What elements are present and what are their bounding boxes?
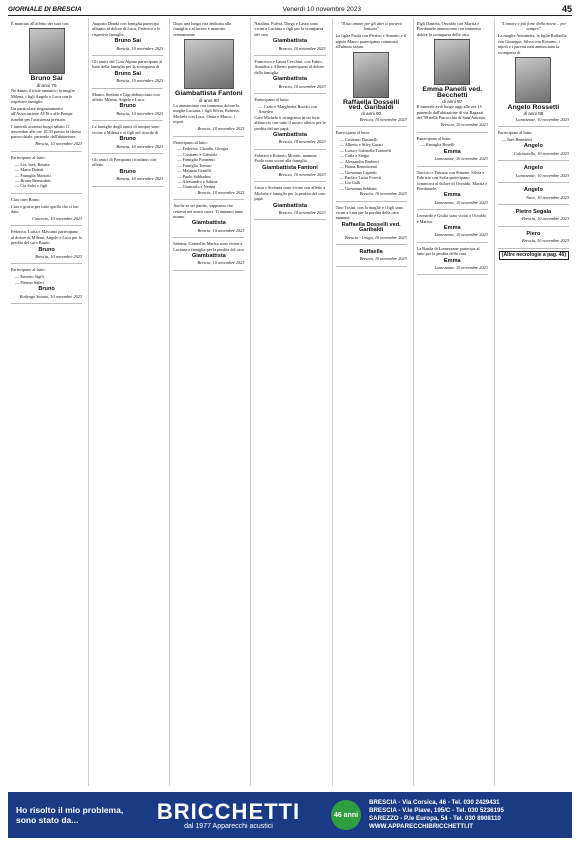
deceased-name: Piero [526, 230, 541, 237]
deceased-name: Giambattista [191, 252, 226, 259]
obituary-entry [498, 161, 569, 183]
deceased-name: Emma [443, 148, 461, 155]
deceased-name: Giambattista Fantoni [262, 164, 318, 171]
entry-body: Francesco e Laura Cecchini, con Fabio, Annalisa e Alberto partecipano al dolore della famiglia. [254, 59, 324, 75]
obituary-entry [173, 200, 244, 238]
column-5 [332, 18, 410, 786]
ad-addresses [361, 799, 572, 831]
obituary-entry [11, 264, 82, 304]
deceased-name: Giambattista [191, 220, 226, 227]
entry-place-date: Brescia, 10 novembre 2023 [440, 122, 488, 128]
entry-body: Caro Michela ti stringiamo in un forte abbraccio con tutto il nostro affetto per la perdita del tuo papà. [254, 114, 326, 131]
mourners-list [173, 146, 244, 189]
entry-body: Gli amici di Pompiano ricordano con affetto [92, 156, 156, 168]
obituary-entry [254, 182, 325, 220]
list-item: — Bruno Bernardini [15, 178, 82, 183]
entry-place-date: Brescia, 10 novembre 2023 [197, 126, 245, 132]
obituary-entry [92, 154, 163, 187]
obituary-entry [417, 210, 488, 243]
entry-body: La moglie Antonietta, le figlie Raffaella con Giuseppe, Silvia con Rossano, i nipoti e i parenti tutti annunciano la scomparsa di [497, 33, 567, 55]
deceased-name: Bruno [119, 103, 136, 110]
entry-body: Un particolare ringraziamento all'Associazione AVIS e alle Pompe funebri per l'assistenza prestata. [11, 105, 73, 122]
entry-body: Lo annunciano con immenso dolore la moglie Luciana, i figli Silvia, Roberta, Michela con Luca, Omar e Marco, i nipoti. [173, 103, 240, 125]
list-item: — Alberto e Silvy Curati [340, 142, 407, 147]
page-number: 45 [561, 4, 572, 14]
obituary-entry [92, 89, 163, 122]
entry-place-date: Lumezzane, 10 novembre 2023 [434, 264, 488, 270]
entry-place-date: Brescia, 10 novembre 2023 [278, 139, 326, 145]
entry-place-date: Brescia, 10 novembre 2023 [35, 141, 83, 147]
deceased-name: Giambattista [273, 202, 307, 209]
entry-intro: Partecipano al lutto: [335, 130, 371, 136]
obituary-entry [336, 18, 407, 127]
portrait-photo [434, 39, 470, 85]
entry-body: Tarcisio e Patrizia con Simone, Silvia e Fabrizio con Sofia partecipano commossi al dolore di Osvaldo, Marisa e Pierdaniele. [416, 169, 488, 191]
list-item: — Famiglia Formenti [177, 157, 244, 162]
entry-body: Ciao e grazie per tutto quello che ci hai dato. [11, 203, 79, 215]
list-item: — Alessandro e Sabina [177, 179, 244, 184]
entry-place-date: Brescia, 10 novembre 2023 [278, 172, 326, 178]
entry-place-date: Brescia - Urago, 10 novembre 2023 [344, 234, 407, 240]
obituary-entry [336, 245, 407, 267]
deceased-name: Bruno Sai [30, 75, 63, 83]
deceased-name: Bruno Sai [114, 70, 141, 77]
page-header [8, 3, 572, 16]
list-item: — Marta Donati [15, 167, 82, 172]
obituary-entry [336, 202, 407, 245]
anniversary-badge: 46 anni [331, 800, 361, 830]
list-item: — Cristiano Dusinelli [340, 137, 407, 142]
list-item: — Lia Galli [340, 180, 407, 185]
deceased-name: Angelo [523, 165, 543, 172]
obituary-entry [417, 243, 488, 276]
portrait-photo [353, 52, 389, 98]
list-item: — Cia Salvi e figli [15, 183, 82, 188]
list-item: — Famiglia Tomasi [177, 163, 244, 168]
deceased-name: Bruno [119, 136, 136, 143]
obituary-entry [173, 18, 244, 137]
deceased-name: Emma [443, 192, 461, 199]
deceased-age: di anni 88 [523, 111, 544, 117]
portrait-photo [184, 39, 234, 89]
deceased-name: Bruno [119, 168, 136, 175]
column-6 [413, 18, 491, 786]
entry-place-date: Brescia, 10 novembre 2023 [197, 260, 245, 266]
entry-place-date: Brescia, 10 novembre 2023 [116, 45, 164, 51]
list-item: — Famiglia Mariotti [15, 173, 82, 178]
deceased-name: Bruno [38, 246, 55, 253]
entry-body: Sabrina, Gabriella, Marisa sono vicine a Luciana e famiglia per la perdita del caro [173, 241, 245, 252]
obituaries-columns [8, 18, 572, 786]
obituary-entry [417, 133, 488, 167]
obituary-entry [254, 56, 325, 94]
entry-place-date: Brescia, 10 novembre 2023 [522, 216, 569, 222]
obituary-entry [336, 127, 407, 201]
brand-name: BRICCHETTI [156, 798, 301, 824]
portrait-photo [515, 57, 551, 103]
deceased-name: Pietro Segala [515, 208, 552, 215]
list-item: — Giovanna Sebbani [340, 186, 407, 191]
entry-body: Anche se sei partito, sappiamo che resterai nei nostri cuori. Ti amiamo tanto nonno. [173, 203, 244, 219]
obituary-entry [498, 18, 569, 127]
deceased-age: di anni 87 [442, 99, 463, 105]
obituary-entry [417, 167, 488, 210]
column-3 [169, 18, 247, 786]
entry-body: Federica, Luisa e Massimo partecipano al dolore di Milena, Angelo e Luca per la perdita del caro Bruno. [11, 229, 82, 246]
website-link[interactable]: WWW.APPARECCHIBRICCHETTI.IT [369, 823, 474, 830]
entry-body: Tino Tosini, con la moglie e i figli sono vicini a Lina per la perdita della cara mamma. [335, 204, 404, 221]
list-item: — Carlo e Margherita Rocchi con Amedeo [258, 104, 325, 115]
column-4 [250, 18, 328, 786]
entry-place-date: Brescia, 10 novembre 2023 [278, 45, 326, 51]
obituary-entry [11, 226, 82, 264]
entry-place-date: Brescia, 10 novembre 2023 [359, 191, 407, 197]
deceased-name: Angelo Rossetti [507, 103, 560, 111]
ad-brand [126, 798, 331, 830]
entry-place-date: Brescia, 10 novembre 2023 [116, 176, 164, 182]
obituary-entry [498, 127, 569, 161]
list-item: — Pierino Saleri [15, 280, 82, 285]
entry-place-date: Lumezzane, 10 novembre 2023 [515, 172, 569, 178]
continued-notice: (Altre necrologie a pag. 46) [499, 251, 569, 260]
entry-place-date: Nave, 10 novembre 2023 [526, 194, 569, 200]
entry-place-date: Concesio, 10 novembre 2023 [32, 215, 83, 221]
deceased-name: Giambattista Fantoni [175, 90, 243, 98]
obituary-entry [498, 183, 569, 205]
mourners-list [11, 274, 82, 285]
obituary-entry [92, 18, 163, 56]
publication-name: GIORNALE DI BRESCIA [8, 5, 82, 13]
entry-intro: Partecipano al lutto: [11, 154, 46, 160]
deceased-name: Emma [443, 224, 461, 231]
mourners-list [336, 137, 407, 191]
obituary-entry [254, 150, 325, 183]
advertisement-banner[interactable] [8, 792, 572, 838]
entry-body: I funerali avranno luogo sabato 11 novembre alle ore 10.30 presso la chiesa parrocchiale, partendo dall'abitazione. [11, 123, 81, 140]
entry-body: Il funerale avrà luogo oggi alle ore 15 partendo dall'abitazione di via Ragazzi del '99 nella Parrocchia di Sant'Antonio. [416, 104, 487, 121]
entry-place-date: Lumezzane, 10 novembre 2023 [515, 116, 569, 122]
column-7 [494, 18, 572, 786]
mourners-list [417, 142, 488, 147]
entry-intro: Partecipano al lutto: [11, 267, 46, 273]
list-item: — Lia, Ines, Renata [15, 162, 82, 167]
entry-body: Leonardo e Giulia sono vicini a Osvaldo e Marisa. [416, 213, 487, 224]
obituary-entry [254, 94, 325, 150]
entry-place-date: Calcinatello, 10 novembre 2023 [513, 150, 569, 156]
obituary-entry [92, 121, 163, 154]
entry-place-date: Brescia, 10 novembre 2023 [278, 83, 326, 89]
mourners-list [254, 104, 325, 115]
entry-place-date: Lumezzane, 10 novembre 2023 [434, 199, 488, 205]
entry-body: Mauro, Stefano e Gigi abbracciano con affetto Milena, Angelo e Luca. [92, 91, 160, 103]
entry-place-date: Brescia, 10 novembre 2023 [278, 210, 326, 216]
list-item: — Alessandra Barbieri [340, 159, 407, 164]
list-item: — Paola e Luisa Foresti [340, 175, 407, 180]
address-line: BRESCIA - Via Corsica, 46 - Tel. 030 2429431 [369, 799, 500, 806]
entry-place-date: Rodengo Saiano, 10 novembre 2023 [19, 293, 83, 299]
entry-body: Luisa e Stefania sono vicine con affetto a Michela e famiglia per la perdita del caro papà. [254, 185, 326, 202]
list-item: — Carla e Sergio [340, 153, 407, 158]
entry-place-date: Brescia, 10 novembre 2023 [522, 238, 569, 244]
obituary-entry [498, 205, 569, 227]
entry-place-date: Brescia, 10 novembre 2023 [197, 227, 245, 233]
entry-place-date: Brescia, 10 novembre 2023 [116, 78, 164, 84]
address-line: BRESCIA - V.le Piave, 195/C - Tel. 030 5236195 [369, 807, 504, 814]
deceased-name: Giambattista [273, 76, 307, 83]
entry-body: Fabrizio e Roberto Moratti, mamma Paola sono vicini alla famiglia. [254, 152, 317, 164]
list-item: — Cristiano e Gabriele [177, 152, 244, 157]
deceased-name: Angelo [523, 187, 543, 194]
entry-body: Ne danno il triste annuncio la moglie Milena, i figli Angelo e Luca con le rispettive famiglie. [11, 88, 75, 105]
entry-intro: Partecipano al lutto: [254, 97, 290, 103]
entry-place-date: Lumezzane, 10 novembre 2023 [434, 232, 488, 238]
deceased-name: Raffaella Dosselli ved. Garibaldi [342, 98, 400, 111]
obituary-entry [173, 238, 244, 271]
entry-intro: È mancato all'affetto dei suoi cari [11, 21, 69, 26]
entry-intro: Ciao caro Bruno [11, 196, 40, 202]
issue-date: Venerdì 10 novembre 2023 [282, 5, 362, 13]
entry-body: Augusto Donda con famiglia partecipa affranto al dolore di Luca, Federico e le rispettive famiglie. [92, 21, 161, 37]
deceased-name: Raffaella [359, 248, 383, 255]
obituary-entry [173, 137, 244, 201]
entry-intro: Partecipano al lutto: [173, 139, 208, 145]
list-item: — Luisa e Gabriella Toninelli [340, 148, 407, 153]
obituary-entry [417, 18, 488, 133]
ad-slogan: Ho risolto il mio problema, sono stato da... [16, 805, 124, 825]
list-item: — Giovanna Capretti [340, 170, 407, 175]
brand-tagline: dal 1977 Apparecchi acustici [184, 822, 273, 830]
entry-body: Le famiglie degli amici di sempre sono vicine a Milena e ai figli nel ricordo di [92, 124, 160, 135]
obituary-entry [92, 56, 163, 89]
column-1 [8, 18, 85, 786]
list-item: — Bruna Benedicenti [340, 164, 407, 169]
list-item: — Ines Benedetti [502, 137, 569, 142]
entry-body: La figlia Paola con Pierino e Antonio e il nipote Marco partecipano commossi all'ultimo saluto. [335, 33, 406, 50]
entry-place-date: Brescia, 10 novembre 2023 [116, 143, 164, 149]
entry-place-date: Brescia, 10 novembre 2023 [116, 110, 164, 116]
entry-body: Dopo una lunga vita dedicata alla famiglia e al lavoro è mancato serenamente [173, 21, 231, 37]
obituary-entry [254, 18, 325, 56]
deceased-name: Bruno Sai [114, 38, 141, 45]
mourners-list [498, 137, 569, 142]
list-item: — Federica, Claudia, Giorgia [177, 146, 244, 151]
list-item: — Melania Gentilli [177, 168, 244, 173]
entry-place-date: Lumezzane, 10 novembre 2023 [434, 156, 488, 162]
entry-body: Gli amici del Coro Alpino partecipano al lutto della famiglia per la scomparsa di [92, 59, 163, 70]
mourners-list [11, 162, 82, 189]
entry-quote: "L'amore e più forte della morte... per sempre" [500, 21, 567, 32]
deceased-name: Bruno [38, 286, 55, 293]
deceased-name: Emma Panelli ved. Becchetti [422, 86, 483, 99]
list-item: — Ernesto Sigili [15, 274, 82, 279]
entry-intro: Partecipano al lutto: [416, 135, 452, 141]
list-item: — Paolo Sabbadini [177, 174, 244, 179]
entry-place-date: Brescia, 10 novembre 2023 [359, 256, 407, 262]
entry-place-date: Brescia, 10 novembre 2023 [197, 189, 245, 195]
deceased-name: Giambattista [273, 132, 307, 138]
deceased-name: Emma [443, 257, 461, 264]
portrait-photo [29, 28, 65, 74]
entry-place-date: Brescia, 10 novembre 2023 [35, 253, 83, 259]
obituary-entry [11, 18, 82, 152]
list-item: — Famiglia Boselli [421, 142, 488, 147]
deceased-name: Raffaella Dosselli ved. Garibaldi [341, 221, 401, 234]
list-item: — Giancarlo e Nerina [177, 184, 244, 189]
entry-body: La Banda di Lumezzane partecipa al lutto per la perdita della cara [416, 245, 480, 257]
obituary-entry [498, 227, 569, 249]
deceased-age: di anni 90 [361, 111, 382, 117]
obituary-entry [11, 152, 82, 194]
entry-place-date: Brescia, 10 novembre 2023 [359, 116, 407, 122]
deceased-age: di anni 75 [36, 82, 57, 88]
address-line: SAREZZO - P.le Europa, 54 - Tel. 030 8908110 [369, 815, 501, 822]
deceased-age: di anni 90 [198, 97, 219, 103]
entry-quote: "Il tuo amore per gli altri ti porterà lontano" [340, 21, 402, 32]
entry-body: Natalina, Fulvia, Diego e Laura sono vicini a Luciana e figli per la scomparsa del caro [254, 21, 324, 37]
deceased-name: Giambattista [273, 38, 307, 45]
column-2 [88, 18, 166, 786]
obituary-entry [11, 194, 82, 227]
entry-body: Elgli Daniela, Osvaldo con Marisa e Pierdaniele annunciano con immenso dolore la scomparsa della cara [416, 21, 482, 37]
deceased-name: Angelo [523, 143, 543, 150]
entry-intro: Partecipano al lutto: [497, 130, 533, 136]
